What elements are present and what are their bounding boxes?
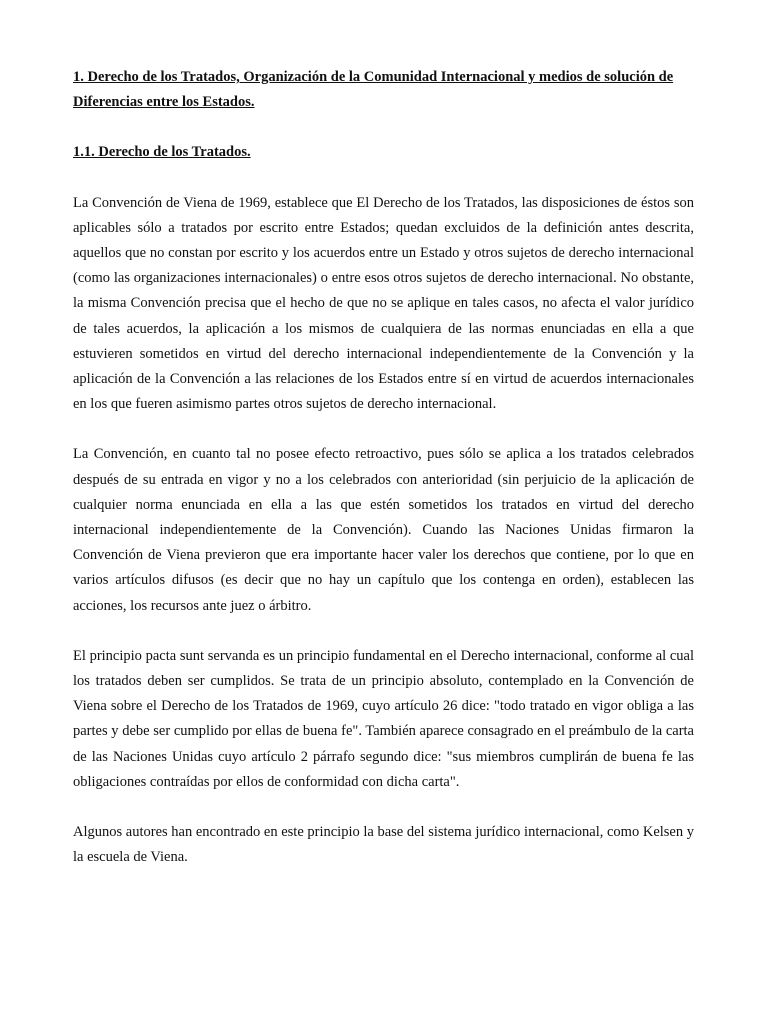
section-title: 1.1. Derecho de los Tratados.: [73, 144, 251, 161]
paragraph-pacta-sunt-servanda: El principio pacta sunt servanda es un principio fundamental en el Derecho internacional, conforme al cual los tratados deben ser cumplidos. Se trata de un principio absoluto, contemplado en la Convención de Viena sobre el Derecho de los Tratados de 1969, cuyo artículo 26 dice: "todo tratado en vigor obliga a las partes y debe ser cumplido por ellas de buena fe". También aparece consagrado en el preámbulo de la carta de las Naciones Unidas cuyo artículo 2 párrafo segundo dice: "sus miembros cumplirán de buena fe las obligaciones contraídas por ellos de conformidad con dicha carta".: [73, 647, 694, 790]
paragraph-non-retroactive: La Convención, en cuanto tal no posee efecto retroactivo, pues sólo se aplica a los tratados celebrados después de su entrada en vigor y no a los celebrados con anterioridad (sin perjuicio de la aplicación de cualquier norma enunciada en ella a las que estén sometidos los tratados en virtud del derecho internacional independientemente de la Convención). Cuando las Naciones Unidas firmaron la Convención de Viena previeron que era importante hacer valer los derechos que contiene, por lo que en varios artículos difusos (es decir que no hay un capítulo que los contenga en orden), establecen las acciones, los recursos ante juez o árbitro.: [73, 446, 694, 614]
paragraph-kelsen: Algunos autores han encontrado en este principio la base del sistema jurídico internacional, como Kelsen y la escuela de Viena.: [73, 824, 694, 866]
document-title: 1. Derecho de los Tratados, Organización de la Comunidad Internacional y medios de solución de Diferencias entre los Estados.: [73, 69, 674, 111]
document-page: [73, 65, 694, 870]
paragraph-vienna-convention: La Convención de Viena de 1969, establece que El Derecho de los Tratados, las disposiciones de éstos son aplicables sólo a tratados por escrito entre Estados; quedan excluidos de la definición antes descrita, aquellos que no constan por escrito y los acuerdos entre un Estado y otros sujetos de derecho internacional (como las organizaciones internacionales) o entre esos otros sujetos de derecho internacional. No obstante, la misma Convención precisa que el hecho de que no se aplique en tales casos, no afecta el valor jurídico de tales acuerdos, la aplicación a los mismos de cualquiera de las normas enunciadas en ella a que estuvieren sometidos en virtud del derecho internacional independientemente de la Convención y la aplicación de la Convención a las relaciones de los Estados entre sí en virtud de acuerdos internacionales en los que fueren asimismo partes otros sujetos de derecho internacional.: [73, 194, 694, 413]
